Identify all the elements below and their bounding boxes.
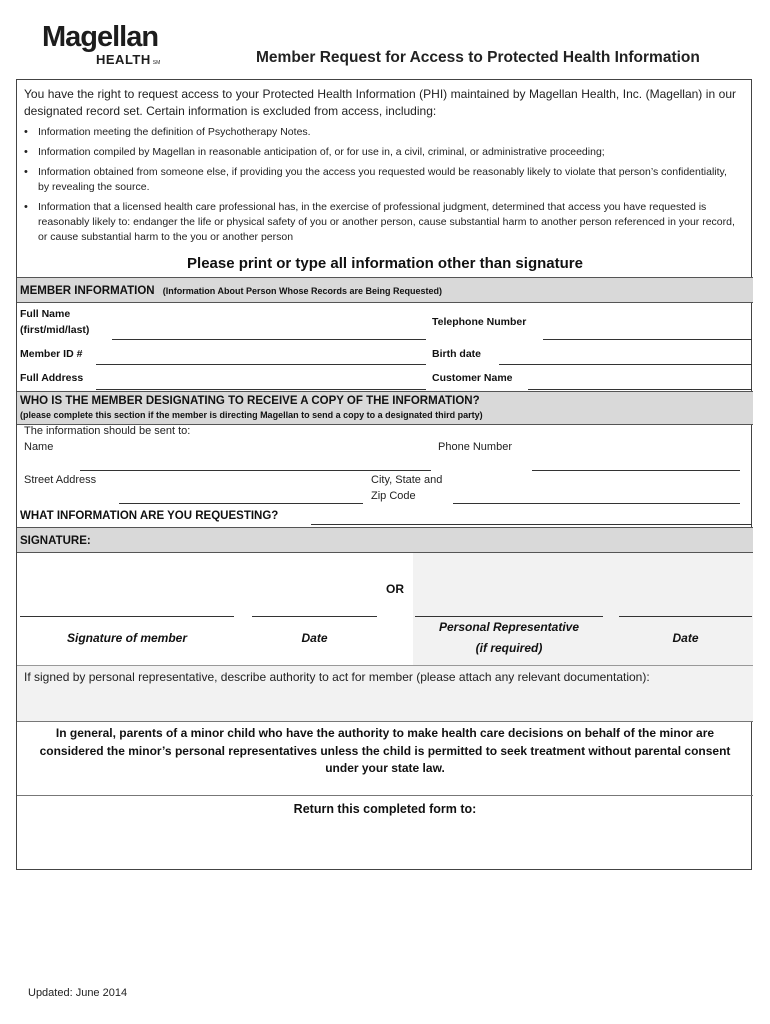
designee-phone-field[interactable] bbox=[532, 470, 740, 471]
exclusion-item: • Information compiled by Magellan in reasonable anticipation of, or for use in, a civil, criminal, or administrative proceeding; bbox=[22, 145, 736, 160]
section-divider bbox=[17, 721, 753, 722]
member-date-field[interactable] bbox=[252, 616, 377, 617]
birth-date-field[interactable] bbox=[499, 364, 752, 365]
full-address-field[interactable] bbox=[96, 389, 426, 390]
designee-name-field[interactable] bbox=[80, 470, 431, 471]
signature-heading: SIGNATURE: bbox=[20, 535, 91, 547]
designee-note: (please complete this section if the member is directing Magellan to send a copy to a designated third party) bbox=[20, 410, 483, 420]
member-info-subtitle: (Information About Person Whose Records are Being Requested) bbox=[162, 286, 442, 296]
authority-label: If signed by personal representative, describe authority to act for member (please attach any relevant documentation): bbox=[24, 670, 650, 684]
customer-name-field[interactable] bbox=[528, 389, 752, 390]
full-name-hint: (first/mid/last) bbox=[20, 324, 90, 336]
street-address-label: Street Address bbox=[24, 474, 97, 486]
birth-date-label: Birth date bbox=[432, 348, 482, 360]
exclusion-item: • Information meeting the definition of Psychotherapy Notes. bbox=[22, 125, 736, 140]
customer-name-label: Customer Name bbox=[432, 372, 513, 384]
logo-wordmark: Magellan bbox=[42, 21, 159, 53]
requesting-label: WHAT INFORMATION ARE YOU REQUESTING? bbox=[20, 510, 279, 522]
magellan-logo bbox=[42, 22, 158, 52]
street-address-field[interactable] bbox=[119, 503, 363, 504]
minor-representative-note: In general, parents of a minor child who have the authority to make health care decisions on behalf of the minor are considered the minor’s personal representatives unless the child is permitted to seek treatment without parental consent under your state law. bbox=[39, 726, 731, 775]
exclusion-list bbox=[22, 125, 736, 250]
designee-heading: WHO IS THE MEMBER DESIGNATING TO RECEIVE A COPY OF THE INFORMATION? bbox=[20, 395, 480, 407]
designee-phone-label: Phone Number bbox=[438, 441, 512, 453]
signature-header bbox=[17, 527, 753, 553]
rep-date-field[interactable] bbox=[619, 616, 752, 617]
health-logo-text bbox=[96, 53, 160, 70]
rep-required-caption: (if required) bbox=[475, 641, 543, 655]
member-info-heading bbox=[20, 284, 442, 298]
member-signature-field[interactable] bbox=[20, 616, 234, 617]
full-name-label: Full Name bbox=[20, 308, 71, 320]
telephone-field[interactable] bbox=[543, 339, 752, 340]
telephone-label: Telephone Number bbox=[432, 316, 527, 328]
logo-sub-wordmark: HEALTH bbox=[96, 52, 151, 67]
city-state-zip-field[interactable] bbox=[453, 503, 740, 504]
rep-date-caption: Date bbox=[672, 631, 699, 645]
city-state-label: City, State and bbox=[371, 474, 443, 486]
exclusion-item: • Information that a licensed health care professional has, in the exercise of professional judgment, determined that access you have requested is reasonably likely to: endanger the life or physical safety of you or another person, cause substantial harm to another person referenced in your record, or cause substantial harm to the you or another person bbox=[22, 200, 736, 245]
document-title: Member Request for Access to Protected Health Information bbox=[256, 49, 700, 66]
member-id-field[interactable] bbox=[96, 364, 426, 365]
logo-service-mark: SM bbox=[152, 60, 161, 66]
member-date-caption: Date bbox=[301, 631, 328, 645]
full-name-field[interactable] bbox=[112, 339, 426, 340]
rep-signature-caption: Personal Representative bbox=[438, 620, 580, 634]
full-address-label: Full Address bbox=[20, 372, 84, 384]
member-info-title: MEMBER INFORMATION bbox=[20, 285, 155, 297]
exclusion-item: • Information obtained from someone else, if providing you the access you requested would be reasonably likely to violate that person’s confidentiality, by revealing the source. bbox=[22, 165, 736, 195]
updated-date: Updated: June 2014 bbox=[28, 987, 128, 999]
zip-code-label: Zip Code bbox=[371, 490, 416, 502]
return-instruction: Return this completed form to: bbox=[293, 802, 477, 816]
member-id-label: Member ID # bbox=[20, 348, 83, 360]
requesting-field[interactable] bbox=[311, 524, 752, 525]
print-instruction: Please print or type all information other than signature bbox=[187, 255, 583, 272]
intro-paragraph: You have the right to request access to your Protected Health Information (PHI) maintained by Magellan Health, Inc. (Magellan) in our designated record set. Certain information is excluded from access, including: bbox=[24, 87, 736, 118]
member-signature-caption: Signature of member bbox=[66, 631, 188, 645]
section-divider bbox=[17, 795, 753, 796]
or-separator: OR bbox=[386, 582, 404, 596]
designee-name-label: Name bbox=[24, 441, 54, 453]
sent-to-label: The information should be sent to: bbox=[24, 425, 191, 437]
